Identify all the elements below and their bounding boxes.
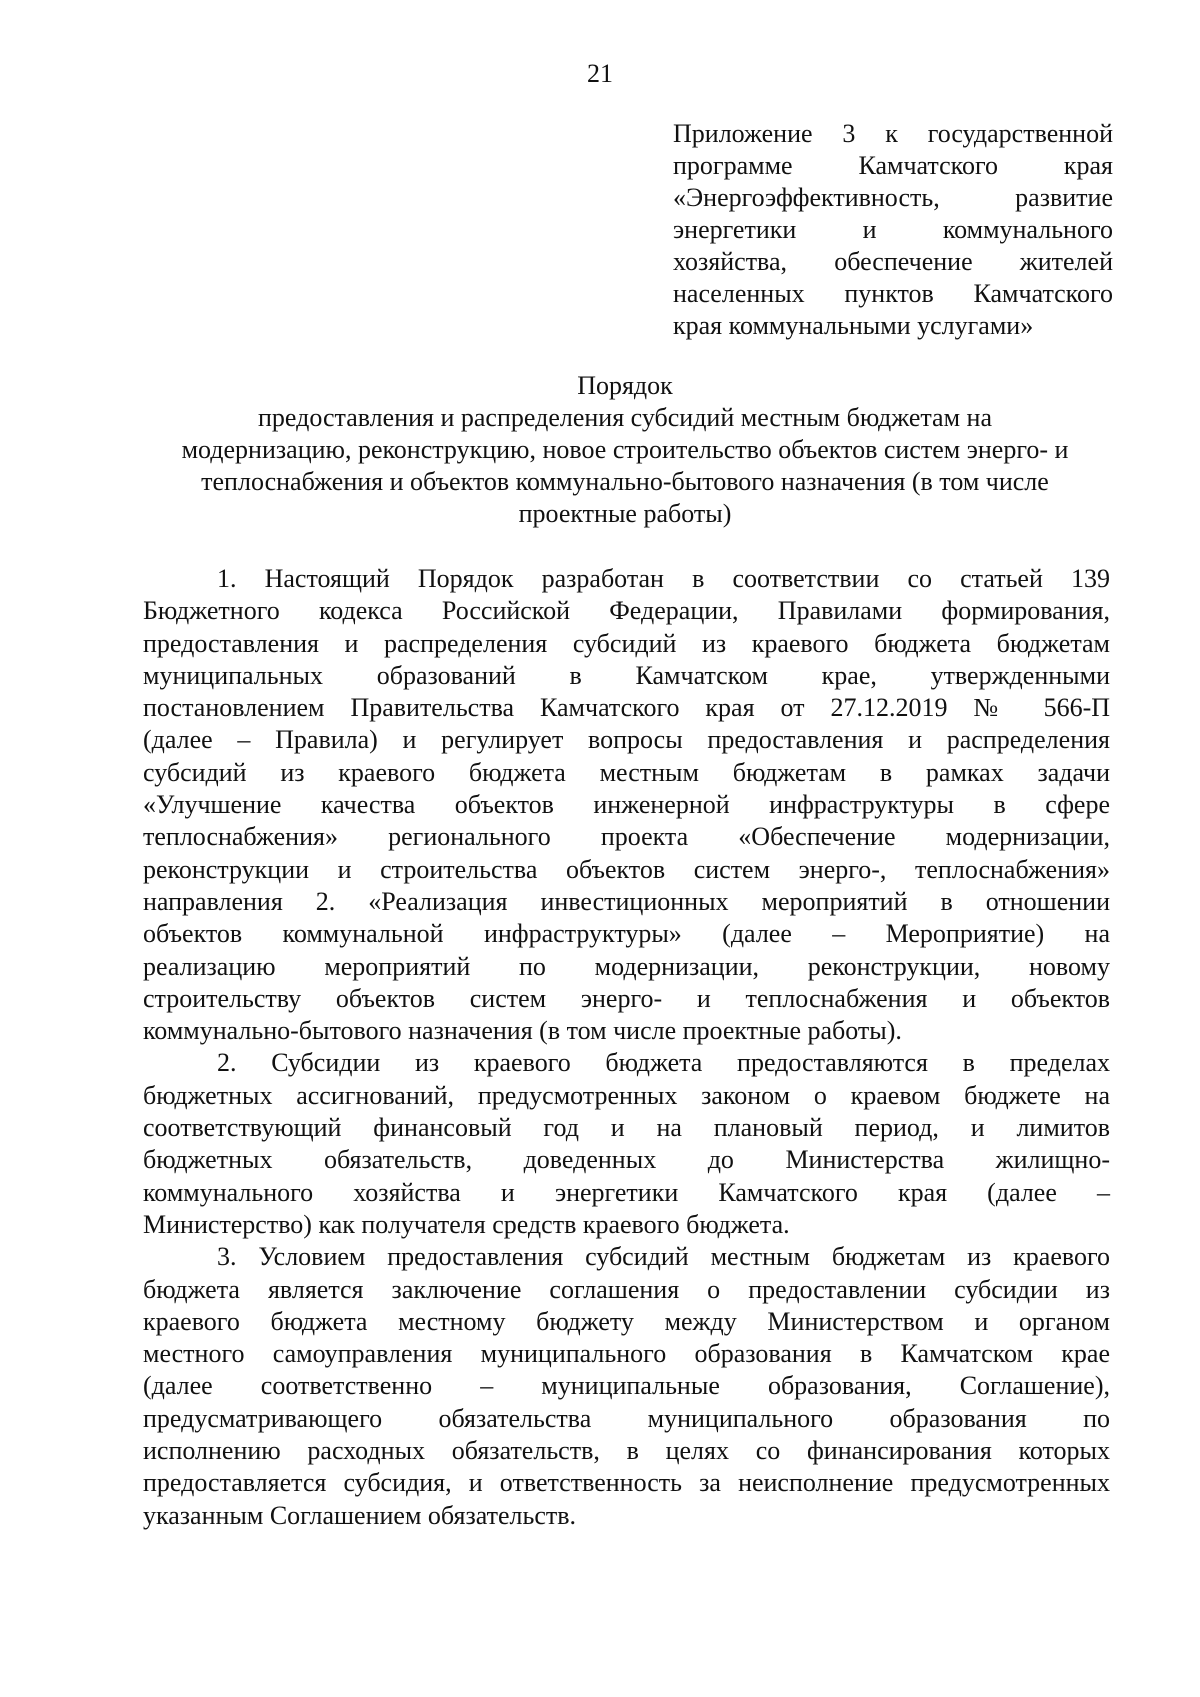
paragraph-line: 3. Условием предоставления субсидий местным бюджетам из краевого xyxy=(217,1242,1110,1272)
paragraph-line: 2. Субсидии из краевого бюджета предоставляются в пределах xyxy=(217,1048,1110,1078)
paragraph-line: реконструкции и строительства объектов систем энерго-, теплоснабжения» xyxy=(143,854,1110,884)
paragraph-line: строительству объектов систем энерго- и теплоснабжения и объектов xyxy=(143,983,1110,1013)
paragraph-line: направления 2. «Реализация инвестиционных мероприятий в отношении xyxy=(143,886,1110,916)
paragraph-line: постановлением Правительства Камчатского края от 27.12.2019 № 566-П xyxy=(143,693,1110,723)
appendix-line: населенных пунктов Камчатского xyxy=(673,279,1113,308)
appendix-line: края коммунальными услугами» xyxy=(673,311,1034,340)
paragraph-line: бюджетных ассигнований, предусмотренных законом о краевом бюджете на xyxy=(143,1080,1110,1110)
paragraph-2 xyxy=(143,1047,1110,1241)
paragraph-line: предусматривающего обязательства муниципального образования по xyxy=(143,1403,1110,1433)
paragraph-line: «Улучшение качества объектов инженерной инфраструктуры в сфере xyxy=(143,790,1110,820)
title-heading: Порядок xyxy=(577,371,673,400)
appendix-line: энергетики и коммунального xyxy=(673,215,1113,244)
document-title xyxy=(140,370,1110,530)
appendix-line: программе Камчатского края xyxy=(673,151,1113,180)
paragraph-line: коммунально-бытового назначения (в том числе проектные работы). xyxy=(143,1016,902,1046)
body-text xyxy=(143,563,1110,1532)
paragraph-line: предоставляется субсидия, и ответственность за неисполнение предусмотренных xyxy=(143,1468,1110,1498)
title-line: теплоснабжения и объектов коммунально-бытового назначения (в том числе xyxy=(201,467,1049,496)
paragraph-3 xyxy=(143,1241,1110,1532)
paragraph-line: местного самоуправления муниципального образования в Камчатском крае xyxy=(143,1339,1110,1369)
appendix-header xyxy=(673,118,1113,342)
paragraph-line: реализацию мероприятий по модернизации, реконструкции, новому xyxy=(143,951,1110,981)
paragraph-line: коммунального хозяйства и энергетики Камчатского края (далее – xyxy=(143,1177,1110,1207)
paragraph-line: исполнению расходных обязательств, в целях со финансирования которых xyxy=(143,1436,1110,1466)
paragraph-line: теплоснабжения» регионального проекта «Обеспечение модернизации, xyxy=(143,822,1110,852)
appendix-line: хозяйства, обеспечение жителей xyxy=(673,247,1113,276)
paragraph-line: (далее – Правила) и регулирует вопросы предоставления и распределения xyxy=(143,725,1110,755)
paragraph-line: бюджета является заключение соглашения о предоставлении субсидии из xyxy=(143,1274,1110,1304)
title-line: предоставления и распределения субсидий местным бюджетам на xyxy=(258,403,992,432)
paragraph-line: (далее соответственно – муниципальные образования, Соглашение), xyxy=(143,1371,1110,1401)
paragraph-line: муниципальных образований в Камчатском крае, утвержденными xyxy=(143,660,1110,690)
paragraph-line: предоставления и распределения субсидий из краевого бюджета бюджетам xyxy=(143,628,1110,658)
paragraph-line: краевого бюджета местному бюджету между Министерством и органом xyxy=(143,1306,1110,1336)
page-number: 21 xyxy=(587,59,613,88)
paragraph-line: указанным Соглашением обязательств. xyxy=(143,1500,577,1530)
appendix-line: «Энергоэффективность, развитие xyxy=(673,183,1113,212)
paragraph-line: соответствующий финансовый год и на плановый период, и лимитов xyxy=(143,1113,1110,1143)
paragraph-line: Министерство) как получателя средств краевого бюджета. xyxy=(143,1209,790,1239)
paragraph-line: субсидий из краевого бюджета местным бюджетам в рамках задачи xyxy=(143,757,1110,787)
paragraph-1 xyxy=(143,563,1110,1047)
title-line: проектные работы) xyxy=(518,499,732,528)
paragraph-line: 1. Настоящий Порядок разработан в соответствии со статьей 139 xyxy=(217,564,1110,593)
title-line: модернизацию, реконструкцию, новое строительство объектов систем энерго- и xyxy=(181,435,1069,464)
paragraph-line: объектов коммунальной инфраструктуры» (далее – Мероприятие) на xyxy=(143,919,1110,949)
paragraph-line: бюджетных обязательств, доведенных до Министерства жилищно- xyxy=(143,1145,1110,1175)
paragraph-line: Бюджетного кодекса Российской Федерации, Правилами формирования, xyxy=(143,596,1110,626)
appendix-line: Приложение 3 к государственной xyxy=(673,119,1113,148)
